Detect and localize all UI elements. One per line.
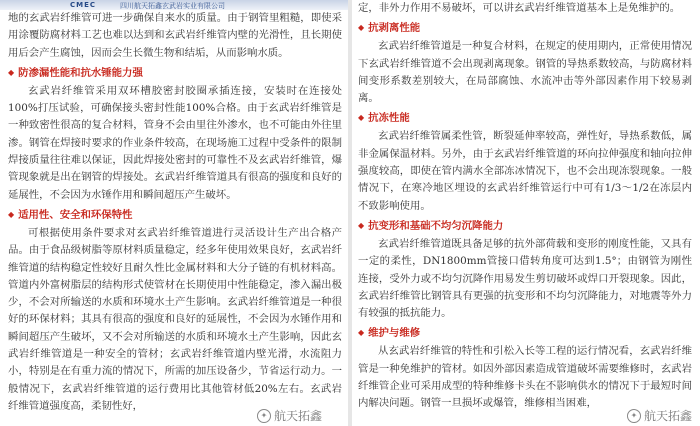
left-page (0, 0, 348, 426)
heading-maintenance (358, 325, 692, 341)
right-page (352, 0, 700, 426)
heading-frost-resistance (358, 110, 692, 126)
heading-text: 抗剥离性能 (368, 22, 421, 35)
heading-text: 抗变形和基础不均匀沉降能力 (368, 219, 504, 232)
paragraph-leakproof: 玄武岩纤维管采用双环槽胶密封胶圈承插连接，安装时在连接处100%打压试验，可确保接头密封性能100%合格。由于玄武岩纤维管是一种致密性很高的复合材料，管身不会由里往外渗水，也不可能由外往里渗。钢管在焊接时要求的作业条件较高，在现场施工过程中受条件的限制焊接质量往往难以保证，因此焊接处密封的可靠性不及玄武岩纤维管，爆管现象就是出在钢管的焊接处。玄武岩纤维管道具有很高的强度和良好的延展性，不会因为水锤作用和瞬间超压产生破坏。 (8, 84, 342, 201)
paragraph-anti-peeling: 玄武岩纤维管道是一种复合材料，在规定的使用期内，正常使用情况下玄武岩纤维管道不会出现剥离现象。钢管的导热系数较高，与防腐材料间变形系数差别较大，在局部腐蚀、水流冲击等外部因素作用下较易剥离。 (358, 40, 692, 105)
heading-text: 抗冻性能 (368, 112, 410, 125)
heading-anti-peeling (358, 20, 692, 36)
bullet-icon: ◆ (8, 67, 15, 77)
heading-deformation (358, 218, 692, 234)
bullet-icon: ◆ (358, 328, 365, 338)
paragraph-maintenance: 从玄武岩纤维管的特性和引松入长等工程的运行情况看，玄武岩纤维管是一种免维护的管材。如因外部因素造成管道破坏需要维修时，玄武岩纤维管企业可采用成型的特种维修卡头在不影响供水的情况下于最短时间内解决问题。钢管一旦损坏或爆管，维修相当困难， (358, 345, 692, 410)
paragraph-applicability: 可根据使用条件要求对玄武岩纤维管道进行灵活设计生产出合格产品。由于食品级树脂等原材料质量稳定，经多年使用效果良好，玄武岩纤维管道的结构稳定性较好且耐久性比金属材料和大分子链的有机材料高。管道内外富树脂层的结构形式使管材在长期使用中性能稳定，渗入漏出极少，不会对所输送的水质和环境水土产生影响。玄武岩纤维管道是一种很好的环保材料；其具有很高的强度和良好的延展性，不会因为水锤作用和瞬间超压产生破坏，又不会对所输送的水质和环境水土产生影响，因此玄武岩纤维管道是一种安全的管材；玄武岩纤维管道内壁光滑，水流阻力小，特别是在有重力流的情况下，所需的加压设备少，节省运行动力。一般情况下，玄武岩纤维管道的运行费用比其他管材低20%左右。玄武岩纤维管道强度高，柔韧性好， (8, 226, 342, 412)
header-company-name: 四川航天拓鑫玄武岩实业有限公司 (120, 2, 225, 10)
bullet-icon: ◆ (358, 220, 365, 230)
page-header-band (0, 0, 348, 10)
bullet-icon: ◆ (8, 209, 15, 219)
paragraph-maintenance-free: 定，非外力作用不易破坏，可以讲玄武岩纤维管道基本上是免维护的。 (358, 2, 681, 14)
bullet-icon: ◆ (358, 113, 365, 123)
paragraph-water-quality: 地的玄武岩纤维管可进一步确保自来水的质量。由于钢管里粗糙，即使采用涂覆防腐材料工艺也难以达到和玄武岩纤维管内壁的光滑性，且长期使用后会产生腐蚀，因而会生长微生物和结垢，从而影响水质。 (8, 12, 342, 59)
heading-text: 防渗漏性能和抗水锤能力强 (18, 66, 143, 79)
company-logo: CMEC (70, 1, 97, 9)
bullet-icon: ◆ (358, 23, 365, 33)
watermark (255, 407, 324, 424)
heading-text: 适用性、安全和环保特性 (18, 208, 133, 221)
watermark-text: 航天拓鑫 (273, 409, 322, 423)
paragraph-deformation: 玄武岩纤维管道既具备足够的抗外部荷载和变形的刚度性能，又具有一定的柔性，DN1800mm管接口借转角度可达到1.5°；由钢管为刚性连接，受外力或不均匀沉降作用易发生剪切破坏或焊口开裂现象。因此，玄武岩纤维管比钢管具有更强的抗变形和不均匀沉降能力，对地震等外力有较强的抵抗能力。 (358, 237, 692, 320)
heading-applicability (8, 207, 342, 223)
paragraph-frost-resistance: 玄武岩纤维管属柔性管，断裂延伸率较高，弹性好，导热系数低，属非金属保温材料。另外，由于玄武岩纤维管道的环向拉伸强度和轴向拉伸强度较高，即使在管内满水全部冻冰情况下，也不会出现冻裂现象。一般情况下，在寒冷地区埋设的玄武岩纤维管运行中可有1/3～1/2在冻层内不致影响使用。 (358, 130, 692, 212)
heading-text: 维护与维修 (368, 327, 421, 340)
wechat-icon: ✦ (627, 409, 641, 423)
watermark (625, 407, 694, 424)
watermark-text: 航天拓鑫 (643, 409, 692, 423)
wechat-icon: ✦ (257, 409, 271, 423)
heading-leakproof (8, 65, 342, 81)
